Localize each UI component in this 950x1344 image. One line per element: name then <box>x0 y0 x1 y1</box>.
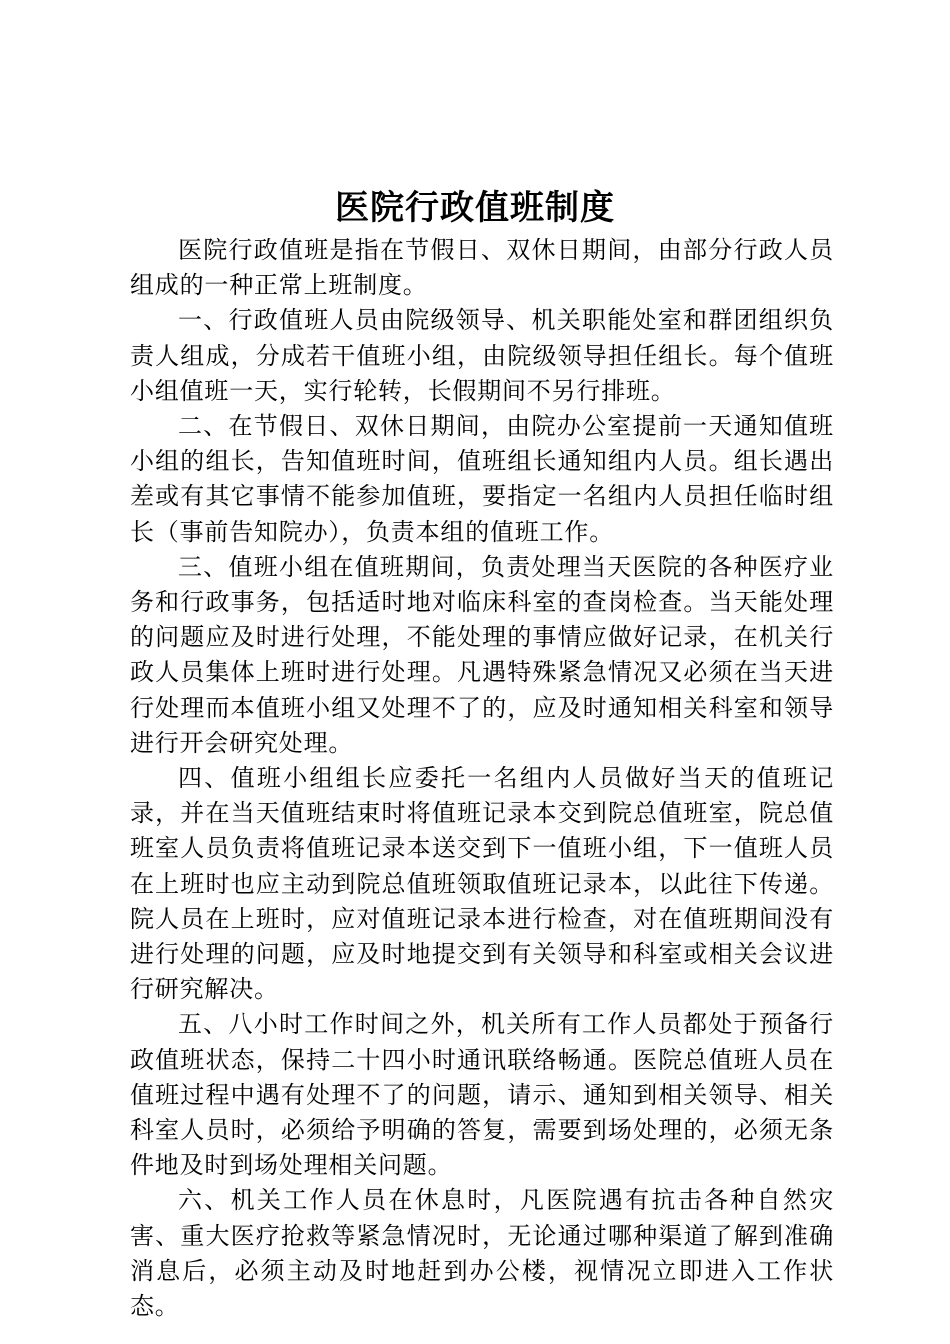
paragraph-rule-6: 六、机关工作人员在休息时，凡医院遇有抗击各种自然灾害、重大医疗抢救等紧急情况时，无论通过哪种渠道了解到准确消息后，必须主动及时地赶到办公楼，视情况立即进入工作状态。 <box>130 1186 834 1321</box>
paragraph-rule-3: 三、值班小组在值班期间，负责处理当天医院的各种医疗业务和行政事务，包括适时地对临床科室的查岗检查。当天能处理的问题应及时进行处理，不能处理的事情应做好记录，在机关行政人员集体上班时进行处理。凡遇特殊紧急情况又必须在当天进行处理而本值班小组又处理不了的，应及时通知相关科室和领导进行开会研究处理。 <box>130 552 834 757</box>
paragraph-rule-1: 一、行政值班人员由院级领导、机关职能处室和群团组织负责人组成，分成若干值班小组，由院级领导担任组长。每个值班小组值班一天，实行轮转，长假期间不另行排班。 <box>130 306 834 405</box>
paragraph-intro: 医院行政值班是指在节假日、双休日期间，由部分行政人员组成的一种正常上班制度。 <box>130 236 834 300</box>
paragraph-rule-2: 二、在节假日、双休日期间，由院办公室提前一天通知值班小组的组长，告知值班时间，值班组长通知组内人员。组长遇出差或有其它事情不能参加值班，要指定一名组内人员担任临时组长（事前告知院办），负责本组的值班工作。 <box>130 412 834 546</box>
paragraph-rule-4: 四、值班小组组长应委托一名组内人员做好当天的值班记录，并在当天值班结束时将值班记录本交到院总值班室，院总值班室人员负责将值班记录本送交到下一值班小组，下一值班人员在上班时也应主动到院总值班领取值班记录本，以此往下传递。院人员在上班时，应对值班记录本进行检查，对在值班期间没有进行处理的问题，应及时地提交到有关领导和科室或相关会议进行研究解决。 <box>130 764 834 1004</box>
paragraph-rule-5: 五、八小时工作时间之外，机关所有工作人员都处于预备行政值班状态，保持二十四小时通讯联络畅通。医院总值班人员在值班过程中遇有处理不了的问题，请示、通知到相关领导、相关科室人员时，必须给予明确的答复，需要到场处理的，必须无条件地及时到场处理相关问题。 <box>130 1010 834 1180</box>
document-body <box>130 233 834 1324</box>
document-title: 医院行政值班制度 <box>335 188 615 228</box>
